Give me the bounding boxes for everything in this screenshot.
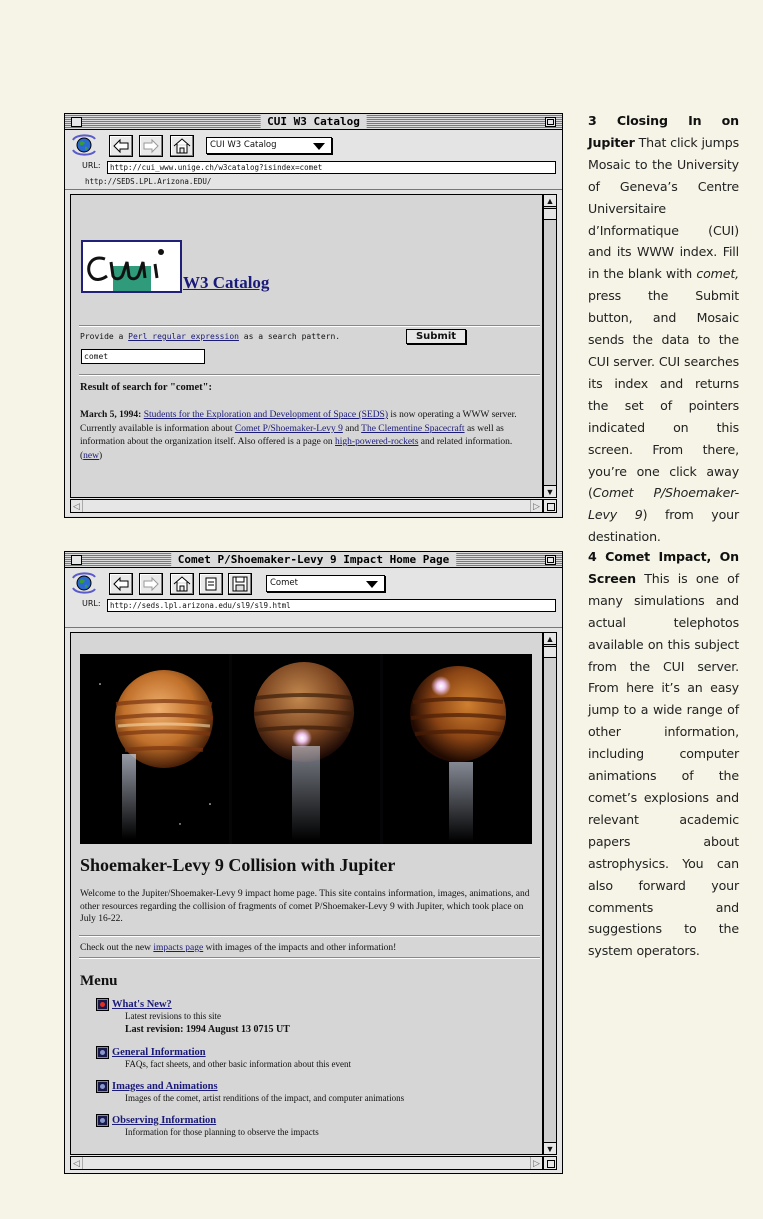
close-box[interactable] xyxy=(71,117,82,127)
caption-closing-in: 3 Closing In on Jupiter That click jumps Mosaic to the University of Geneva’s Centre Universitaire d’Informatique (CUI) and its WWW index. Fill in the blank with comet, press the Submit button, and Mosaic sends the data to the CUI server. CUI searches its index and returns the set of pointers indicated on this screen. From there, you’re one click away (Comet P/Shoemaker-Levy 9) from your destination. xyxy=(588,113,739,545)
vertical-scrollbar[interactable] xyxy=(543,194,557,498)
seds-link[interactable]: Students for the Exploration and Development of Space (SEDS) xyxy=(143,410,388,420)
url-field[interactable]: http://seds.lpl.arizona.edu/sl9/sl9.html xyxy=(107,599,556,612)
scroll-right-arrow-icon[interactable]: ▷ xyxy=(530,500,542,512)
window-title: CUI W3 Catalog xyxy=(260,114,367,129)
divider xyxy=(79,325,540,327)
menu-item-description: FAQs, fact sheets, and other basic information about this event xyxy=(125,1059,352,1069)
rockets-link[interactable]: high-powered-rockets xyxy=(335,437,419,448)
cui-w3-catalog-window xyxy=(64,113,563,518)
zoom-box[interactable] xyxy=(545,117,556,127)
forward-arrow-icon xyxy=(142,138,160,154)
search-instructions: Provide a Perl regular expression as a search pattern. xyxy=(80,332,341,341)
divider xyxy=(79,374,540,376)
home-button[interactable] xyxy=(170,135,194,157)
url-label: URL: xyxy=(82,599,101,608)
horizontal-scrollbar[interactable] xyxy=(70,1156,543,1170)
window-title-bar[interactable] xyxy=(65,114,562,130)
scroll-down-arrow-icon[interactable]: ▼ xyxy=(545,487,555,497)
content-area xyxy=(65,189,562,516)
horizontal-scrollbar[interactable] xyxy=(70,499,543,513)
bullet-icon xyxy=(96,1114,109,1127)
menu-heading: Menu xyxy=(80,973,118,989)
menu-item-description: Latest revisions to this site xyxy=(125,1011,221,1021)
comet-link[interactable]: Comet P/Shoemaker-Levy 9 xyxy=(234,423,343,434)
chevron-down-icon xyxy=(366,581,378,588)
welcome-paragraph: Welcome to the Jupiter/Shoemaker-Levy 9 impact home page. This site contains information, images, animations, and other resources regarding the collision of fragments of comet P/Shoemaker-Levy 9 with Jupiter, which took place on July 16-22. xyxy=(80,889,530,925)
document-view xyxy=(70,194,543,498)
cui-logo xyxy=(81,240,182,293)
resize-box[interactable] xyxy=(543,1156,557,1170)
search-input[interactable]: comet xyxy=(81,349,205,364)
save-button[interactable] xyxy=(228,573,252,595)
mosaic-globe-icon[interactable] xyxy=(70,571,98,595)
perl-regex-link[interactable]: Perl regular expression xyxy=(128,332,239,341)
bullet-icon xyxy=(96,1080,109,1093)
back-button[interactable] xyxy=(109,135,133,157)
dropdown-value: Comet xyxy=(270,578,298,588)
caption-heading: 3 Closing In on Jupiter xyxy=(588,113,739,150)
catalog-heading: W3 Catalog xyxy=(183,273,270,292)
jupiter-impact-image[interactable] xyxy=(80,654,532,844)
jupiter-frame-3 xyxy=(383,654,532,844)
scroll-down-arrow-icon[interactable]: ▼ xyxy=(545,1144,555,1154)
status-line xyxy=(65,613,562,627)
result-heading: Result of search for "comet": xyxy=(80,382,212,393)
forward-button[interactable] xyxy=(139,573,163,595)
scroll-left-arrow-icon[interactable]: ◁ xyxy=(71,500,83,512)
impacts-notice: Check out the new impacts page with images of the impacts and other information! xyxy=(80,943,397,953)
forward-button[interactable] xyxy=(139,135,163,157)
scroll-up-arrow-icon[interactable]: ▲ xyxy=(545,196,555,206)
zoom-box[interactable] xyxy=(545,555,556,565)
scroll-left-arrow-icon[interactable]: ◁ xyxy=(71,1157,83,1169)
clementine-link[interactable]: The Clementine Spacecraft xyxy=(361,423,465,434)
reload-icon xyxy=(202,576,220,592)
toolbar xyxy=(65,568,562,598)
window-title: Comet P/Shoemaker-Levy 9 Impact Home Page xyxy=(171,552,457,567)
whats-new-link[interactable]: What's New? xyxy=(112,999,172,1010)
divider xyxy=(79,935,540,937)
url-label: URL: xyxy=(82,161,101,170)
window-title-bar[interactable] xyxy=(65,552,562,568)
new-bullet-icon xyxy=(96,998,109,1011)
images-and-animations-link[interactable]: Images and Animations xyxy=(112,1081,218,1092)
jupiter-frame-1 xyxy=(80,654,229,844)
status-line: http://SEDS.LPL.Arizona.EDU/ xyxy=(65,175,562,189)
vertical-scrollbar[interactable] xyxy=(543,632,557,1155)
scroll-thumb[interactable] xyxy=(544,646,556,658)
scroll-thumb[interactable] xyxy=(544,208,556,220)
url-row xyxy=(65,598,562,613)
toolbar xyxy=(65,130,562,160)
caption-heading: 4 Comet Impact, On Screen xyxy=(588,549,739,586)
observing-information-link[interactable]: Observing Information xyxy=(112,1115,217,1126)
forward-arrow-icon xyxy=(142,576,160,592)
general-information-link[interactable]: General Information xyxy=(112,1047,206,1058)
back-button[interactable] xyxy=(109,573,133,595)
dropdown-value: CUI W3 Catalog xyxy=(210,140,277,150)
history-dropdown[interactable] xyxy=(206,137,332,154)
menu-item-description: Images of the comet, artist renditions of the impact, and computer animations xyxy=(125,1093,405,1103)
page-title: Shoemaker-Levy 9 Collision with Jupiter xyxy=(80,855,396,875)
mosaic-globe-icon[interactable] xyxy=(70,133,98,157)
new-link[interactable]: new xyxy=(83,450,99,461)
scroll-up-arrow-icon[interactable]: ▲ xyxy=(545,634,555,644)
impacts-page-link[interactable]: impacts page xyxy=(153,943,204,953)
home-button[interactable] xyxy=(170,573,194,595)
home-icon xyxy=(173,576,191,592)
url-field[interactable]: http://cui_www.unige.ch/w3catalog?isindex=comet xyxy=(107,161,556,174)
document-view xyxy=(70,632,543,1155)
last-revision: Last revision: 1994 August 13 0715 UT xyxy=(125,1024,290,1035)
content-area xyxy=(65,627,562,1173)
history-dropdown[interactable] xyxy=(266,575,385,592)
submit-button[interactable]: Submit xyxy=(406,329,466,344)
sl9-impact-window xyxy=(64,551,563,1174)
search-result: March 5, 1994: Students for the Exploration and Development of Space (SEDS) is now operating a WWW server. Currently available is information about Comet P/Shoemaker-Levy 9 and The Clementine Spacecraft as well as information about the organization itself. Also offered is a page on high-powered-rockets and related information. (new) xyxy=(80,410,517,461)
reload-button[interactable] xyxy=(199,573,223,595)
bullet-icon xyxy=(96,1046,109,1059)
home-icon xyxy=(173,138,191,154)
floppy-disk-icon xyxy=(231,576,249,592)
resize-box[interactable] xyxy=(543,499,557,513)
caption-comet-impact: 4 Comet Impact, On Screen This is one of many simulations and actual telephotos available on this subject from the CUI server. From here it’s an easy jump to a wide range of other information, including computer animations of the comet’s explosions and relevant academic papers about astrophysics. You can also forward your comments and suggestions to the system operators. xyxy=(588,549,739,959)
chevron-down-icon xyxy=(313,143,325,150)
url-row xyxy=(65,160,562,175)
back-arrow-icon xyxy=(112,138,130,154)
jupiter-frame-2 xyxy=(232,654,381,844)
menu-item-description: Information for those planning to observe the impacts xyxy=(125,1127,319,1137)
divider xyxy=(79,957,540,959)
cui-logo-lettering xyxy=(83,242,182,293)
scroll-right-arrow-icon[interactable]: ▷ xyxy=(530,1157,542,1169)
close-box[interactable] xyxy=(71,555,82,565)
back-arrow-icon xyxy=(112,576,130,592)
